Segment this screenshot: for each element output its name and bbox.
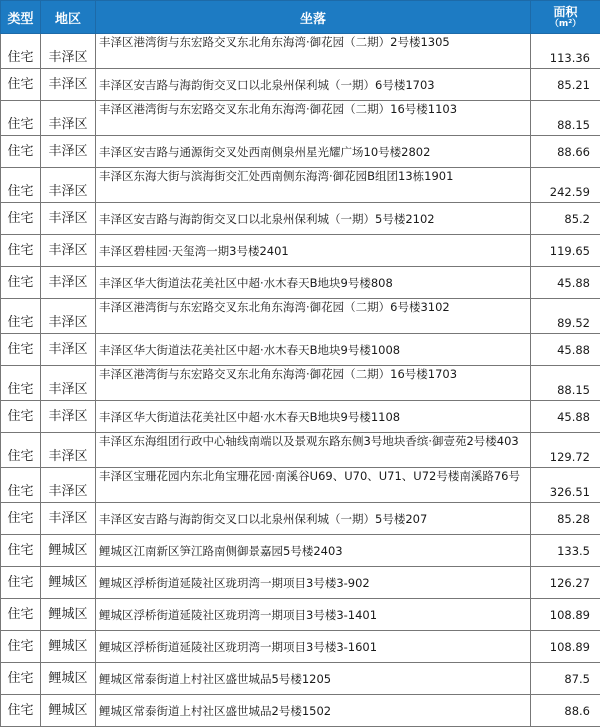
table-row	[1, 695, 600, 727]
table-row	[1, 535, 600, 567]
cell-type: 住宅	[1, 235, 41, 267]
cell-size: 45.88	[531, 267, 600, 299]
cell-size: 87.5	[531, 663, 600, 695]
table-row	[1, 69, 600, 101]
table-row	[1, 235, 600, 267]
cell-address: 丰泽区安吉路与通源街交叉处西南侧泉州星光耀广场10号楼2802	[96, 136, 531, 168]
cell-district: 丰泽区	[41, 136, 96, 168]
table-row	[1, 34, 600, 69]
cell-size: 85.28	[531, 503, 600, 535]
cell-size: 326.51	[531, 468, 600, 503]
cell-address: 丰泽区华大街道法花美社区中超·水木春天B地块9号楼1108	[96, 401, 531, 433]
cell-size: 89.52	[531, 299, 600, 334]
cell-district: 丰泽区	[41, 503, 96, 535]
table-row	[1, 503, 600, 535]
table-header	[1, 1, 600, 34]
cell-address: 丰泽区港湾街与东宏路交叉东北角东海湾·御花园（二期）2号楼1305	[96, 34, 531, 69]
cell-address: 丰泽区港湾街与东宏路交叉东北角东海湾·御花园（二期）6号楼3102	[96, 299, 531, 334]
cell-type: 住宅	[1, 695, 41, 727]
cell-district: 丰泽区	[41, 203, 96, 235]
cell-size: 88.15	[531, 366, 600, 401]
cell-address: 丰泽区安吉路与海韵街交叉口以北泉州保利城（一期）5号楼2102	[96, 203, 531, 235]
cell-type: 住宅	[1, 168, 41, 203]
cell-size: 119.65	[531, 235, 600, 267]
cell-district: 丰泽区	[41, 235, 96, 267]
cell-size: 88.15	[531, 101, 600, 136]
table-row	[1, 299, 600, 334]
cell-type: 住宅	[1, 299, 41, 334]
header-size	[531, 1, 600, 34]
cell-address: 丰泽区安吉路与海韵街交叉口以北泉州保利城（一期）5号楼207	[96, 503, 531, 535]
cell-size: 45.88	[531, 334, 600, 366]
table-row	[1, 401, 600, 433]
cell-address: 鲤城区浮桥街道延陵社区珑玥湾一期项目3号楼3-1401	[96, 599, 531, 631]
cell-district: 鲤城区	[41, 567, 96, 599]
cell-address: 鲤城区浮桥街道延陵社区珑玥湾一期项目3号楼3-902	[96, 567, 531, 599]
cell-type: 住宅	[1, 136, 41, 168]
cell-address: 丰泽区华大街道法花美社区中超·水木春天B地块9号楼1008	[96, 334, 531, 366]
cell-address: 鲤城区江南新区笋江路南侧御景嘉园5号楼2403	[96, 535, 531, 567]
cell-district: 丰泽区	[41, 433, 96, 468]
table-row	[1, 168, 600, 203]
cell-district: 丰泽区	[41, 101, 96, 136]
cell-address: 丰泽区港湾街与东宏路交叉东北角东海湾·御花园（二期）16号楼1703	[96, 366, 531, 401]
cell-type: 住宅	[1, 663, 41, 695]
cell-type: 住宅	[1, 267, 41, 299]
cell-address: 丰泽区碧桂园·天玺湾一期3号楼2401	[96, 235, 531, 267]
table-body	[1, 34, 600, 727]
cell-address: 鲤城区常泰街道上村社区盛世城品2号楼1502	[96, 695, 531, 727]
table-row	[1, 334, 600, 366]
cell-district: 鲤城区	[41, 631, 96, 663]
cell-type: 住宅	[1, 567, 41, 599]
cell-address: 丰泽区港湾街与东宏路交叉东北角东海湾·御花园（二期）16号楼1103	[96, 101, 531, 136]
cell-size: 85.2	[531, 203, 600, 235]
cell-district: 鲤城区	[41, 599, 96, 631]
cell-address: 丰泽区宝珊花园内东北角宝珊花园·南溪谷U69、U70、U71、U72号楼南溪路76号	[96, 468, 531, 503]
cell-type: 住宅	[1, 433, 41, 468]
cell-size: 85.21	[531, 69, 600, 101]
cell-type: 住宅	[1, 69, 41, 101]
table-row	[1, 101, 600, 136]
cell-type: 住宅	[1, 401, 41, 433]
cell-type: 住宅	[1, 503, 41, 535]
header-row	[1, 1, 600, 34]
cell-type: 住宅	[1, 468, 41, 503]
cell-district: 丰泽区	[41, 401, 96, 433]
cell-type: 住宅	[1, 535, 41, 567]
cell-size: 45.88	[531, 401, 600, 433]
table-row	[1, 136, 600, 168]
cell-district: 丰泽区	[41, 168, 96, 203]
cell-address: 丰泽区安吉路与海韵街交叉口以北泉州保利城（一期）6号楼1703	[96, 69, 531, 101]
header-size-label: 面积	[553, 5, 577, 19]
cell-address: 丰泽区华大街道法花美社区中超·水木春天B地块9号楼808	[96, 267, 531, 299]
cell-size: 113.36	[531, 34, 600, 69]
cell-type: 住宅	[1, 366, 41, 401]
cell-district: 丰泽区	[41, 468, 96, 503]
cell-size: 133.5	[531, 535, 600, 567]
cell-size: 242.59	[531, 168, 600, 203]
cell-district: 丰泽区	[41, 299, 96, 334]
cell-size: 88.6	[531, 695, 600, 727]
header-size-unit: （m²）	[531, 19, 600, 30]
cell-type: 住宅	[1, 334, 41, 366]
cell-district: 鲤城区	[41, 663, 96, 695]
cell-type: 住宅	[1, 599, 41, 631]
header-type: 类型	[1, 1, 41, 34]
cell-district: 丰泽区	[41, 69, 96, 101]
table-row	[1, 267, 600, 299]
header-district: 地区	[41, 1, 96, 34]
cell-district: 丰泽区	[41, 366, 96, 401]
cell-address: 鲤城区浮桥街道延陵社区珑玥湾一期项目3号楼3-1601	[96, 631, 531, 663]
cell-size: 88.66	[531, 136, 600, 168]
table-row	[1, 599, 600, 631]
table-row	[1, 663, 600, 695]
table-row	[1, 468, 600, 503]
cell-type: 住宅	[1, 34, 41, 69]
table-row	[1, 366, 600, 401]
table-row	[1, 433, 600, 468]
cell-district: 丰泽区	[41, 34, 96, 69]
cell-district: 鲤城区	[41, 695, 96, 727]
cell-address: 鲤城区常泰街道上村社区盛世城品5号楼1205	[96, 663, 531, 695]
cell-address: 丰泽区东海大街与滨海街交汇处西南侧东海湾·御花园B组团13栋1901	[96, 168, 531, 203]
cell-address: 丰泽区东海组团行政中心轴线南端以及景观东路东侧3号地块香缤·御壹苑2号楼403	[96, 433, 531, 468]
cell-size: 129.72	[531, 433, 600, 468]
cell-size: 108.89	[531, 599, 600, 631]
header-address: 坐落	[96, 1, 531, 34]
cell-district: 鲤城区	[41, 535, 96, 567]
cell-district: 丰泽区	[41, 334, 96, 366]
cell-size: 108.89	[531, 631, 600, 663]
cell-district: 丰泽区	[41, 267, 96, 299]
table-row	[1, 567, 600, 599]
cell-type: 住宅	[1, 631, 41, 663]
cell-size: 126.27	[531, 567, 600, 599]
table-row	[1, 203, 600, 235]
cell-type: 住宅	[1, 101, 41, 136]
table-row	[1, 631, 600, 663]
cell-type: 住宅	[1, 203, 41, 235]
